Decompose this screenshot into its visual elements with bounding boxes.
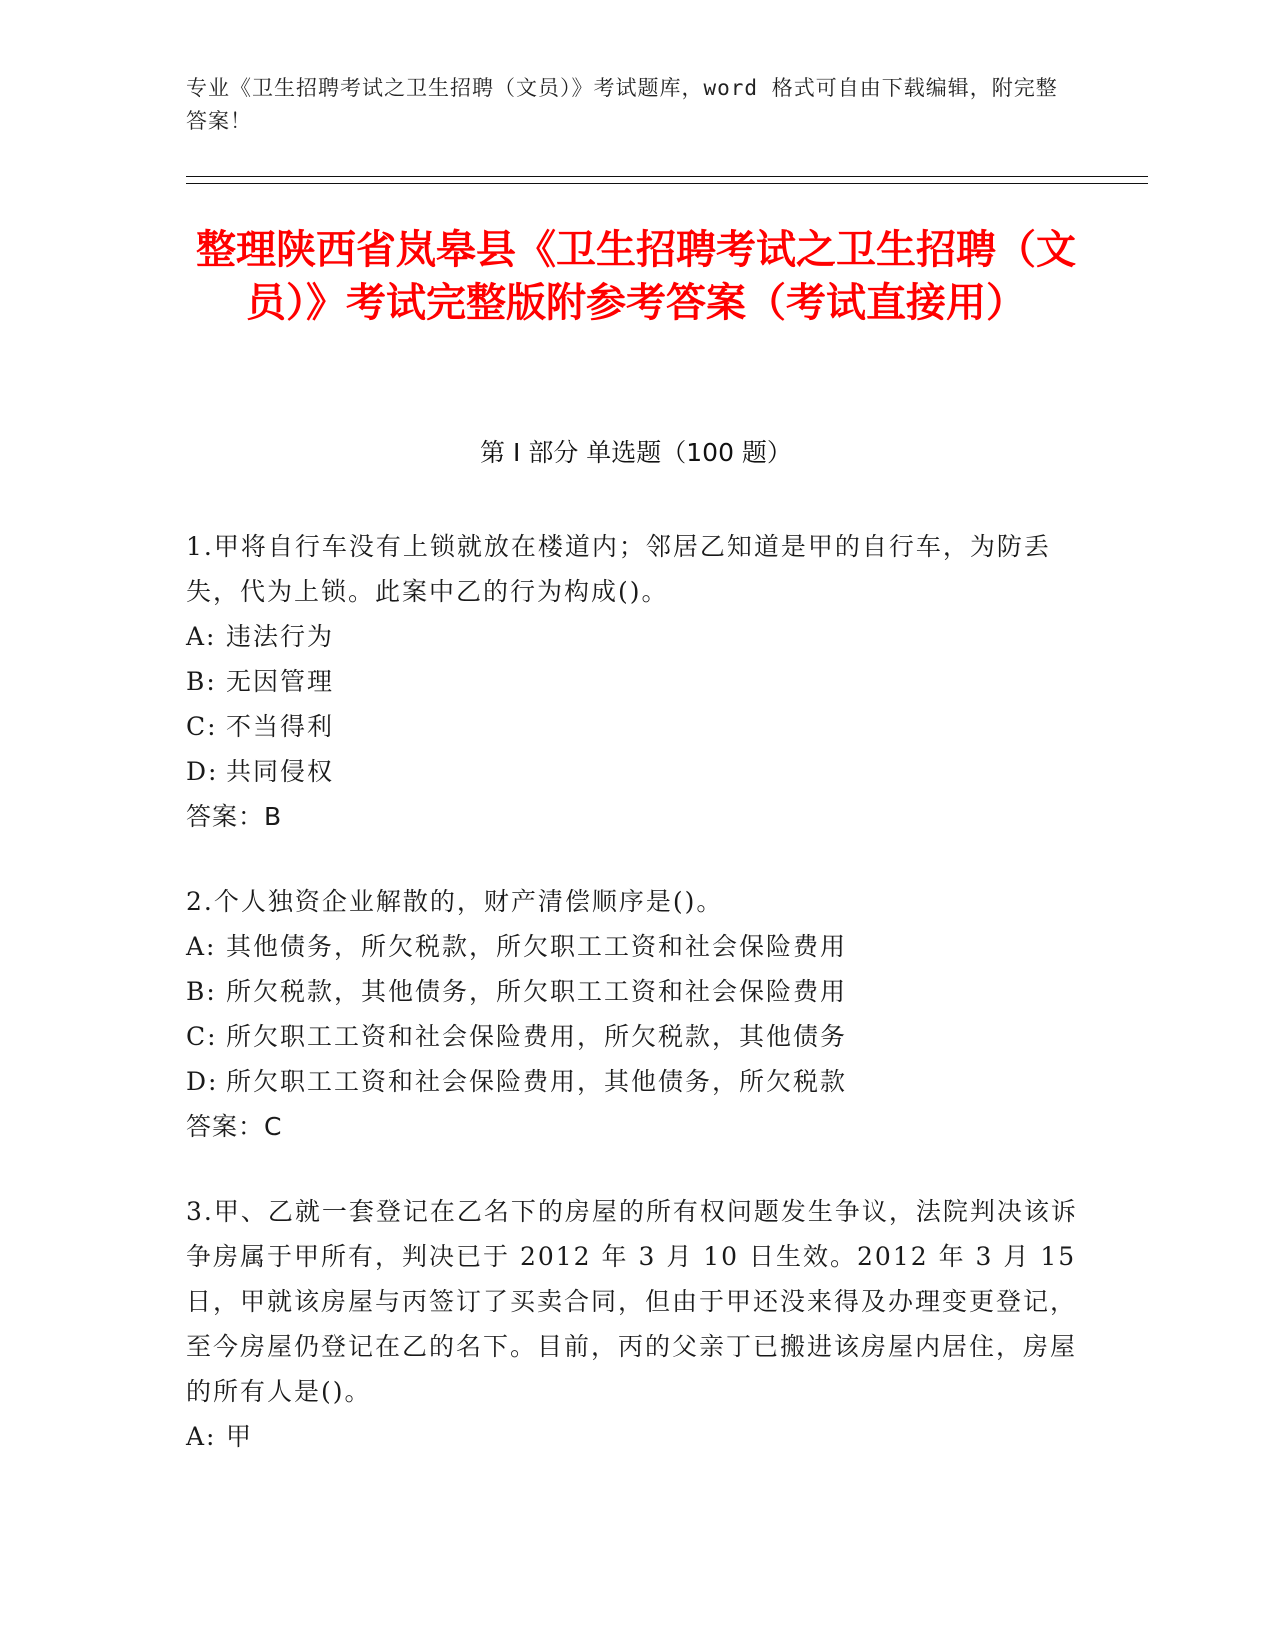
question-stem: 2.个人独资企业解散的，财产清偿顺序是()。 [186,887,724,916]
option-key: B: [186,667,217,696]
answer-line [186,1104,1086,1149]
header-rule-top [186,176,1148,177]
option-b [186,969,1086,1014]
header-note: 专业《卫生招聘考试之卫生招聘（文员）》考试题库，word 格式可自由下载编辑，附完整答案！ [186,76,1058,133]
option-key: A: [186,622,217,651]
option-text: 不当得利 [226,712,335,741]
question-stem: 1.甲将自行车没有上锁就放在楼道内；邻居乙知道是甲的自行车，为防丢失，代为上锁。此案中乙的行为构成()。 [186,532,1051,606]
option-key: D: [186,1067,219,1096]
option-text: 所欠职工工资和社会保险费用，所欠税款，其他债务 [226,1022,848,1051]
option-key: A: [186,932,217,961]
option-key: A: [186,1422,217,1451]
question-2 [186,879,1086,1149]
question-stem: 3.甲、乙就一套登记在乙名下的房屋的所有权问题发生争议，法院判决该诉争房属于甲所有，判决已于 2012 年 3 月 10 日生效。2012 年 3 月 15 日，甲就该房屋与丙签订了买卖合同，但由于甲还没来得及办理变更登记，至今房屋仍登记在乙的名下。目前，丙的父亲丁已搬进该房屋内居住，房屋的所有人是()。 [186,1197,1078,1406]
option-text: 其他债务，所欠税款，所欠职工工资和社会保险费用 [226,932,848,961]
option-b [186,659,1086,704]
option-text: 所欠税款，其他债务，所欠职工工资和社会保险费用 [226,977,848,1006]
answer-value: B [264,802,283,831]
answer-label: 答案： [186,802,265,831]
option-a [186,1414,1086,1459]
option-key: B: [186,977,217,1006]
answer-line [186,794,1086,839]
option-a [186,924,1086,969]
question-3 [186,1189,1086,1459]
answer-label: 答案： [186,1112,265,1141]
option-key: C: [186,712,218,741]
section-title: 第 I 部分 单选题（100 题） [480,438,792,467]
option-d [186,1059,1086,1104]
header-rule-bottom [186,183,1148,184]
option-text: 无因管理 [226,667,335,696]
question-list [186,524,1086,1499]
option-c [186,704,1086,749]
question-1 [186,524,1086,839]
option-text: 所欠职工工资和社会保险费用，其他债务，所欠税款 [226,1067,848,1096]
option-text: 甲 [226,1422,254,1451]
option-c [186,1014,1086,1059]
document-title: 整理陕西省岚皋县《卫生招聘考试之卫生招聘（文员）》考试完整版附参考答案（考试直接用） [196,227,1076,326]
option-text: 共同侵权 [226,757,335,786]
answer-value: C [264,1112,283,1141]
option-d [186,749,1086,794]
option-text: 违法行为 [226,622,335,651]
option-a [186,614,1086,659]
option-key: C: [186,1022,218,1051]
option-key: D: [186,757,219,786]
